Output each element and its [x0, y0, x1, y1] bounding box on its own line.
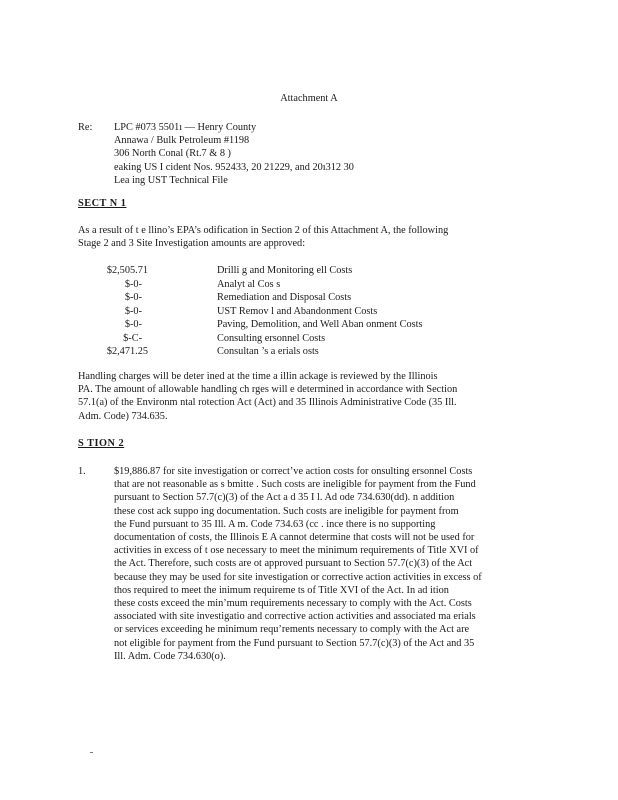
cost-label: Remediation and Disposal Costs — [217, 292, 352, 303]
item-number: 1. — [78, 466, 86, 477]
cost-amount: $-0- — [124, 278, 142, 290]
re-line: eaking US I cident Nos. 952433, 20 21229, and 20ı312 30 — [114, 161, 354, 173]
item-line: associated with site investigatio and corrective action activities and associated ma erials — [114, 611, 476, 623]
re-line: Annawa / Bulk Petroleum #1198 — [114, 135, 250, 147]
cost-amount: $-0- — [124, 319, 142, 330]
intro-line: As a result of t e llino’s EPA’s odification in Section 2 of this Attachment A, the following — [78, 225, 449, 236]
section-2-item-text — [114, 465, 534, 663]
handling-line: PA. The amount of allowable handling ch rges will e determined in accordance with Section — [78, 384, 458, 396]
handling-line: Adm. Code) 734.635. — [78, 410, 168, 422]
attachment-title: Attachment A — [280, 93, 338, 104]
section-1-heading: SECT N 1 — [78, 198, 127, 209]
cost-row — [78, 278, 528, 292]
handling-line: Handling charges will be deter ined at the time a illin ackage is reviewed by the Illinois — [78, 371, 438, 382]
handling-charges-paragraph — [78, 370, 528, 423]
cost-label: Paving, Demolition, and Well Aban onment Costs — [217, 319, 423, 330]
item-line: thos required to meet the inimum requireme ts of Title XVI of the Act. In ad ition — [114, 584, 449, 596]
section-2-heading: S TION 2 — [78, 438, 125, 449]
approved-costs-table — [78, 264, 528, 359]
cost-amount: $-0- — [124, 305, 142, 317]
item-line: not eligible for payment from the Fund pursuant to Section 57.7(c)(3) of the Act and 35 — [114, 637, 475, 649]
item-line: these cost ack suppo ing documentation. Such costs are ineligible for payment from — [114, 505, 459, 517]
item-line: because they may be used for site investigation or corrective action activities in excess of — [114, 571, 482, 583]
cost-row — [78, 264, 528, 278]
item-line: that are not reasonable as s bmitte . Such costs are ineligible for payment from the Fund — [114, 479, 476, 491]
item-line: or services exceeding he minimum requ’rements necessary to comply with the Act are — [114, 624, 470, 636]
cost-label: Drilli g and Monitoring ell Costs — [217, 265, 353, 276]
cost-amount: $2,505.71 — [106, 265, 148, 276]
cost-row — [78, 318, 528, 332]
handling-line: 57.1(a) of the Environm ntal rotection Act (Act) and 35 Illinois Administrative Code (35 Ill. — [78, 397, 457, 409]
re-block — [114, 121, 354, 187]
re-line: Lea ing UST Technical File — [114, 174, 228, 186]
item-line: $19,886.87 for site investigation or correct’ve action costs for onsulting ersonnel Costs — [114, 466, 473, 477]
scan-speck — [90, 752, 93, 753]
cost-label: Consultan ’s a erials osts — [217, 346, 319, 357]
cost-row — [78, 332, 528, 346]
item-line: these costs exceed the min’mum requirements necessary to comply with the Act. Costs — [114, 598, 472, 610]
cost-amount: $-C- — [123, 332, 142, 344]
item-line: activities in excess of t ose necessary to meet the minimum requirements of Title XVI of — [114, 545, 479, 557]
cost-row — [78, 291, 528, 305]
cost-label: Analyt al Cos s — [217, 278, 281, 290]
item-line: the Act. Therefore, such costs are ot approved pursuant to Section 57.7(c)(3) of the Act — [114, 558, 473, 570]
cost-row — [78, 345, 528, 359]
cost-label: UST Remov l and Abandonment Costs — [217, 305, 378, 317]
re-label: Re: — [78, 122, 93, 133]
item-line: documentation of costs, the Illinois E A cannot determine that costs will not be used for — [114, 532, 475, 544]
re-line: LPC #073 5501ı — Henry County — [114, 122, 257, 133]
item-line: pursuant to Section 57.7(c)(3) of the Act a d 35 I l. Ad ode 734.630(dd). n addition — [114, 492, 455, 504]
item-line: Ill. Adm. Code 734.630(o). — [114, 650, 226, 662]
intro-line: Stage 2 and 3 Site Investigation amounts are approved: — [78, 238, 306, 250]
cost-label: Consulting ersonnel Costs — [217, 332, 326, 344]
cost-amount: $2,471.25 — [106, 346, 148, 357]
cost-row — [78, 305, 528, 319]
re-line: 306 North Conal (Rt.7 & 8 ) — [114, 148, 231, 160]
cost-amount: $-0- — [124, 292, 142, 303]
item-line: the Fund pursuant to 35 Ill. A m. Code 734.63 (cc . ince there is no supporting — [114, 518, 436, 530]
section-1-intro — [78, 224, 528, 250]
